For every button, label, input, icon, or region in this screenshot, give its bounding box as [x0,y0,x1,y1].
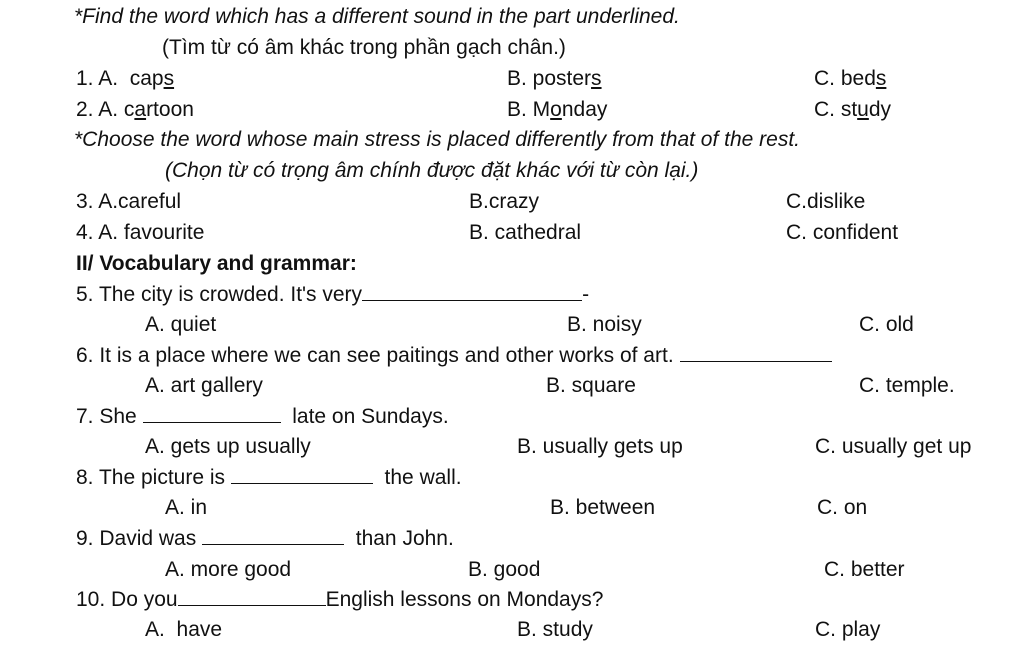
answer-blank [202,524,344,545]
option-text-rest: dy [868,98,892,121]
option-text-rest: rtoon [146,98,194,121]
option-a: A. have [145,618,223,641]
question-1 [0,64,1024,94]
option-a: A. quiet [145,313,217,336]
question-2 [0,95,1024,125]
stem-text-rest: than John. [355,527,454,550]
instruction-translation: (Chọn từ có trọng âm chính được đặt khác với từ còn lại.) [165,159,699,182]
option-a: A. art gallery [145,374,263,397]
option-text: C. st [814,98,858,121]
stem-text: 10. Do you [76,588,178,611]
instruction-line [0,125,1024,155]
option-a [76,95,194,125]
option-b: B. between [550,496,656,519]
instruction-text: *Choose the word whose main stress is placed differently from that of the rest. [74,128,801,151]
option-a: A. more good [165,558,292,581]
instruction-text: *Find the word which has a different sound in the part underlined. [74,5,680,28]
underlined-part: a [134,98,147,121]
question-6-options [0,371,1024,401]
option-text: c [123,98,135,121]
question-10 [0,585,1024,615]
instruction-translation: (Tìm từ có âm khác trong phần gạch chân.) [162,36,566,59]
option-a: A. in [165,496,208,519]
question-6 [0,341,1024,371]
section-heading-line [0,249,1024,279]
question-8-options [0,493,1024,523]
answer-blank [680,341,832,362]
question-stem [76,280,589,310]
option-b: B. square [546,374,636,397]
option-b: B. noisy [567,313,642,336]
question-9-options [0,555,1024,585]
option-c: C.dislike [786,190,866,213]
option-b: B. study [517,618,593,641]
instruction-line [0,2,1024,32]
option-b: B. good [468,558,541,581]
option-c [814,95,891,125]
option-c [814,64,886,94]
option-text: B. poster [507,67,592,90]
instruction-translation-line [0,156,1024,186]
question-stem [76,463,462,493]
option-b: B. cathedral [469,221,582,244]
underlined-part: s [875,67,887,90]
option-b: B. usually gets up [517,435,683,458]
question-8 [0,463,1024,493]
question-5 [0,280,1024,310]
stem-text: 8. The picture is [76,466,226,489]
answer-blank [178,585,326,606]
stem-text-rest: - [582,283,590,306]
stem-text: 5. The city is crowded. It's very [76,283,363,306]
option-c: C. play [815,618,881,641]
question-stem [76,524,454,554]
option-a [76,64,174,94]
underlined-part: s [163,67,175,90]
stem-text: 6. It is a place where we can see paitings and other works of art. [76,344,674,367]
underlined-part: u [857,98,869,121]
option-text-rest: nday [561,98,608,121]
option-b [507,64,602,94]
option-b: B.crazy [469,190,540,213]
underlined-part: o [550,98,562,121]
question-7 [0,402,1024,432]
option-a: A. gets up usually [145,435,311,458]
section-heading: II/ Vocabulary and grammar: [76,252,357,275]
question-stem [76,341,832,371]
instruction-translation-line [0,33,1024,63]
underlined-part: s [591,67,602,90]
option-c: C. confident [786,221,899,244]
option-b [507,95,607,125]
answer-blank [143,402,281,423]
option-c: C. old [859,313,914,336]
question-stem [76,402,449,432]
stem-text-rest: late on Sundays. [292,405,449,428]
option-a: 3. A.careful [76,190,182,213]
answer-blank [231,463,373,484]
question-stem [76,585,603,615]
option-text: B. M [507,98,551,121]
stem-text-rest: English lessons on Mondays? [325,588,604,611]
question-9 [0,524,1024,554]
question-10-options [0,615,1024,645]
question-7-options [0,432,1024,462]
question-4 [0,218,1024,248]
stem-text-rest: the wall. [384,466,462,489]
option-a: 4. A. favourite [76,221,205,244]
question-5-options [0,310,1024,340]
option-c: C. on [817,496,868,519]
stem-text: 9. David was [76,527,197,550]
option-c: C. better [824,558,905,581]
question-3 [0,187,1024,217]
stem-text: 7. She [76,405,137,428]
option-text: C. bed [814,67,876,90]
question-number: 2. A. [76,98,119,121]
option-text: cap [129,67,164,90]
option-c: C. usually get up [815,435,972,458]
answer-blank [362,280,582,301]
question-number: 1. A. [76,67,119,90]
option-c: C. temple. [859,374,955,397]
